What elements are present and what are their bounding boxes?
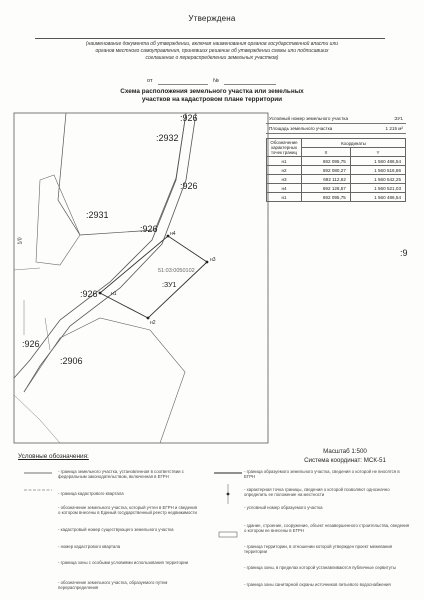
label-926-top: :926 bbox=[180, 113, 198, 123]
row-x: 692 126,57 bbox=[302, 184, 351, 193]
parcel-2931-boundary bbox=[36, 175, 80, 265]
point-col-header: Обозначение характерных точек границ bbox=[267, 139, 302, 157]
point-n2 bbox=[147, 317, 150, 320]
legend-sym-building bbox=[219, 532, 237, 537]
area-value: 1 215 м² bbox=[385, 126, 403, 131]
point-n4 bbox=[167, 235, 170, 238]
label-926-low: :926 bbox=[80, 289, 98, 299]
row-y: 1 560 486,54 bbox=[350, 157, 405, 166]
legend-title: Условные обозначения: bbox=[18, 453, 89, 460]
legend-left-1: - граница земельного участка, установленная в соответствии с федеральным законодательством, включенная в ЕГРН bbox=[58, 469, 184, 480]
label-n4: н4 bbox=[170, 231, 176, 237]
scale-text: Масштаб 1:500 bbox=[323, 448, 367, 455]
legend-left-3: - обозначение земельного участка, который учтен в ЕГРН и сведения о котором внесены в Единый государственный реестр недвижимости bbox=[58, 505, 198, 516]
legend-right-7: - граница зоны санитарной охраны источников питьевого водоснабжения bbox=[244, 582, 391, 587]
legend-right-1: - граница образуемого земельного участка, сведения о которой не вносятся в ЕГРН bbox=[244, 469, 400, 480]
row-y: 1 560 542,25 bbox=[350, 175, 405, 184]
table-row bbox=[267, 166, 406, 175]
row-y: 1 560 486,54 bbox=[350, 193, 405, 202]
approver-note-line-3: соглашение о перераспределении земельных участков) bbox=[145, 55, 279, 61]
parcel-2932-boundary bbox=[58, 113, 186, 235]
crs-text: Система координат: МСК-51 bbox=[304, 456, 386, 464]
designation-value: :ЗУ1 bbox=[393, 116, 403, 121]
row-point: н3 bbox=[267, 175, 302, 184]
table-row bbox=[267, 157, 406, 166]
number-label: № bbox=[213, 78, 219, 84]
designation-label: Условный номер земельного участка bbox=[269, 116, 349, 121]
road-926-right bbox=[24, 113, 196, 392]
label-9: :9 bbox=[400, 248, 408, 258]
row-y: 1 560 521,03 bbox=[350, 184, 405, 193]
designation-row bbox=[266, 114, 406, 124]
row-point: н2 bbox=[267, 166, 302, 175]
coords-col-header: Координаты bbox=[302, 139, 406, 148]
label-926-mid: :926 bbox=[180, 181, 198, 191]
row-x: 692 095,75 bbox=[302, 157, 351, 166]
point-n3 bbox=[206, 261, 209, 264]
legend-right-3: - условный номер образуемого участка bbox=[244, 505, 323, 510]
row-point: н1 bbox=[267, 157, 302, 166]
area-row bbox=[266, 124, 406, 134]
from-label: от bbox=[147, 78, 153, 84]
label-2931: :2931 bbox=[86, 210, 109, 220]
legend-left-6: - граница зоны с особыми условиями использования территории bbox=[58, 560, 189, 565]
row-y: 1 560 516,86 bbox=[350, 166, 405, 175]
label-2932: :2932 bbox=[156, 133, 179, 143]
legend-right-5: - граница территории, в отношении которой утвержден проект межевания территории bbox=[244, 544, 393, 555]
scale-block bbox=[290, 448, 400, 465]
x-col-header: X bbox=[302, 148, 351, 157]
approved-title: Утверждена bbox=[188, 14, 236, 23]
legend-left-4: - кадастровый номер существующего земельного участка bbox=[58, 527, 174, 532]
coords-table bbox=[266, 138, 406, 202]
legend-left-5: - номер кадастрового квартала bbox=[58, 544, 121, 549]
legend-left-7: - обозначение земельного участка, образуемого путем перераспределения bbox=[58, 580, 168, 591]
legend-right-2: - характерная точка границы, сведения о которой позволяют однозначно определить ее положение на местности bbox=[244, 487, 390, 498]
area-label: Площадь земельного участка bbox=[269, 126, 333, 131]
row-x: 692 080,27 bbox=[302, 166, 351, 175]
scheme-title-line-1: Схема расположения земельного участка или земельных bbox=[120, 88, 304, 95]
label-2906: :2906 bbox=[60, 356, 83, 366]
table-row bbox=[267, 193, 406, 202]
parcel-zu1-boundary bbox=[100, 236, 207, 318]
row-point: н1 bbox=[267, 193, 302, 202]
legend-right-4: - здание, строение, сооружение, объект незавершенного строительства, сведения о котором не внесены в ЕГРН bbox=[244, 523, 410, 534]
label-926-center: :926 bbox=[140, 224, 158, 234]
label-n1: н1 bbox=[111, 291, 117, 297]
approver-note-line-1: (наименование документа об утверждении, включая наименования органов государственной власти или bbox=[85, 41, 339, 47]
parcel-info-block bbox=[266, 114, 406, 202]
row-x: 692 095,75 bbox=[302, 193, 351, 202]
label-zu1: :ЗУ1 bbox=[162, 282, 177, 289]
label-926-left: :926 bbox=[22, 339, 40, 349]
y-col-header: Y bbox=[350, 148, 405, 157]
table-row bbox=[267, 175, 406, 184]
point-n1 bbox=[99, 292, 102, 295]
quarter-number-label: 51:03:0050102 bbox=[158, 268, 195, 274]
row-x: 692 112,62 bbox=[302, 175, 351, 184]
label-n2: н2 bbox=[150, 320, 156, 326]
label-1-0: 1/0 bbox=[17, 237, 24, 245]
scheme-title-line-2: участков на кадастровом плане территории bbox=[141, 96, 283, 103]
legend-left-2: - граница кадастрового квартала bbox=[58, 491, 124, 496]
legend-right-6: - граница зоны, в пределах которой устанавливаются публичные сервитуты bbox=[244, 565, 396, 570]
approver-note-line-2: органов местного самоуправления, принявших решение об утверждении схемы или подписавших bbox=[95, 48, 329, 54]
misc-lines bbox=[14, 268, 50, 350]
map-frame bbox=[14, 113, 268, 443]
label-n3: н3 bbox=[210, 257, 216, 263]
misc-lines-2 bbox=[14, 395, 60, 443]
row-point: н4 bbox=[267, 184, 302, 193]
table-row bbox=[267, 184, 406, 193]
